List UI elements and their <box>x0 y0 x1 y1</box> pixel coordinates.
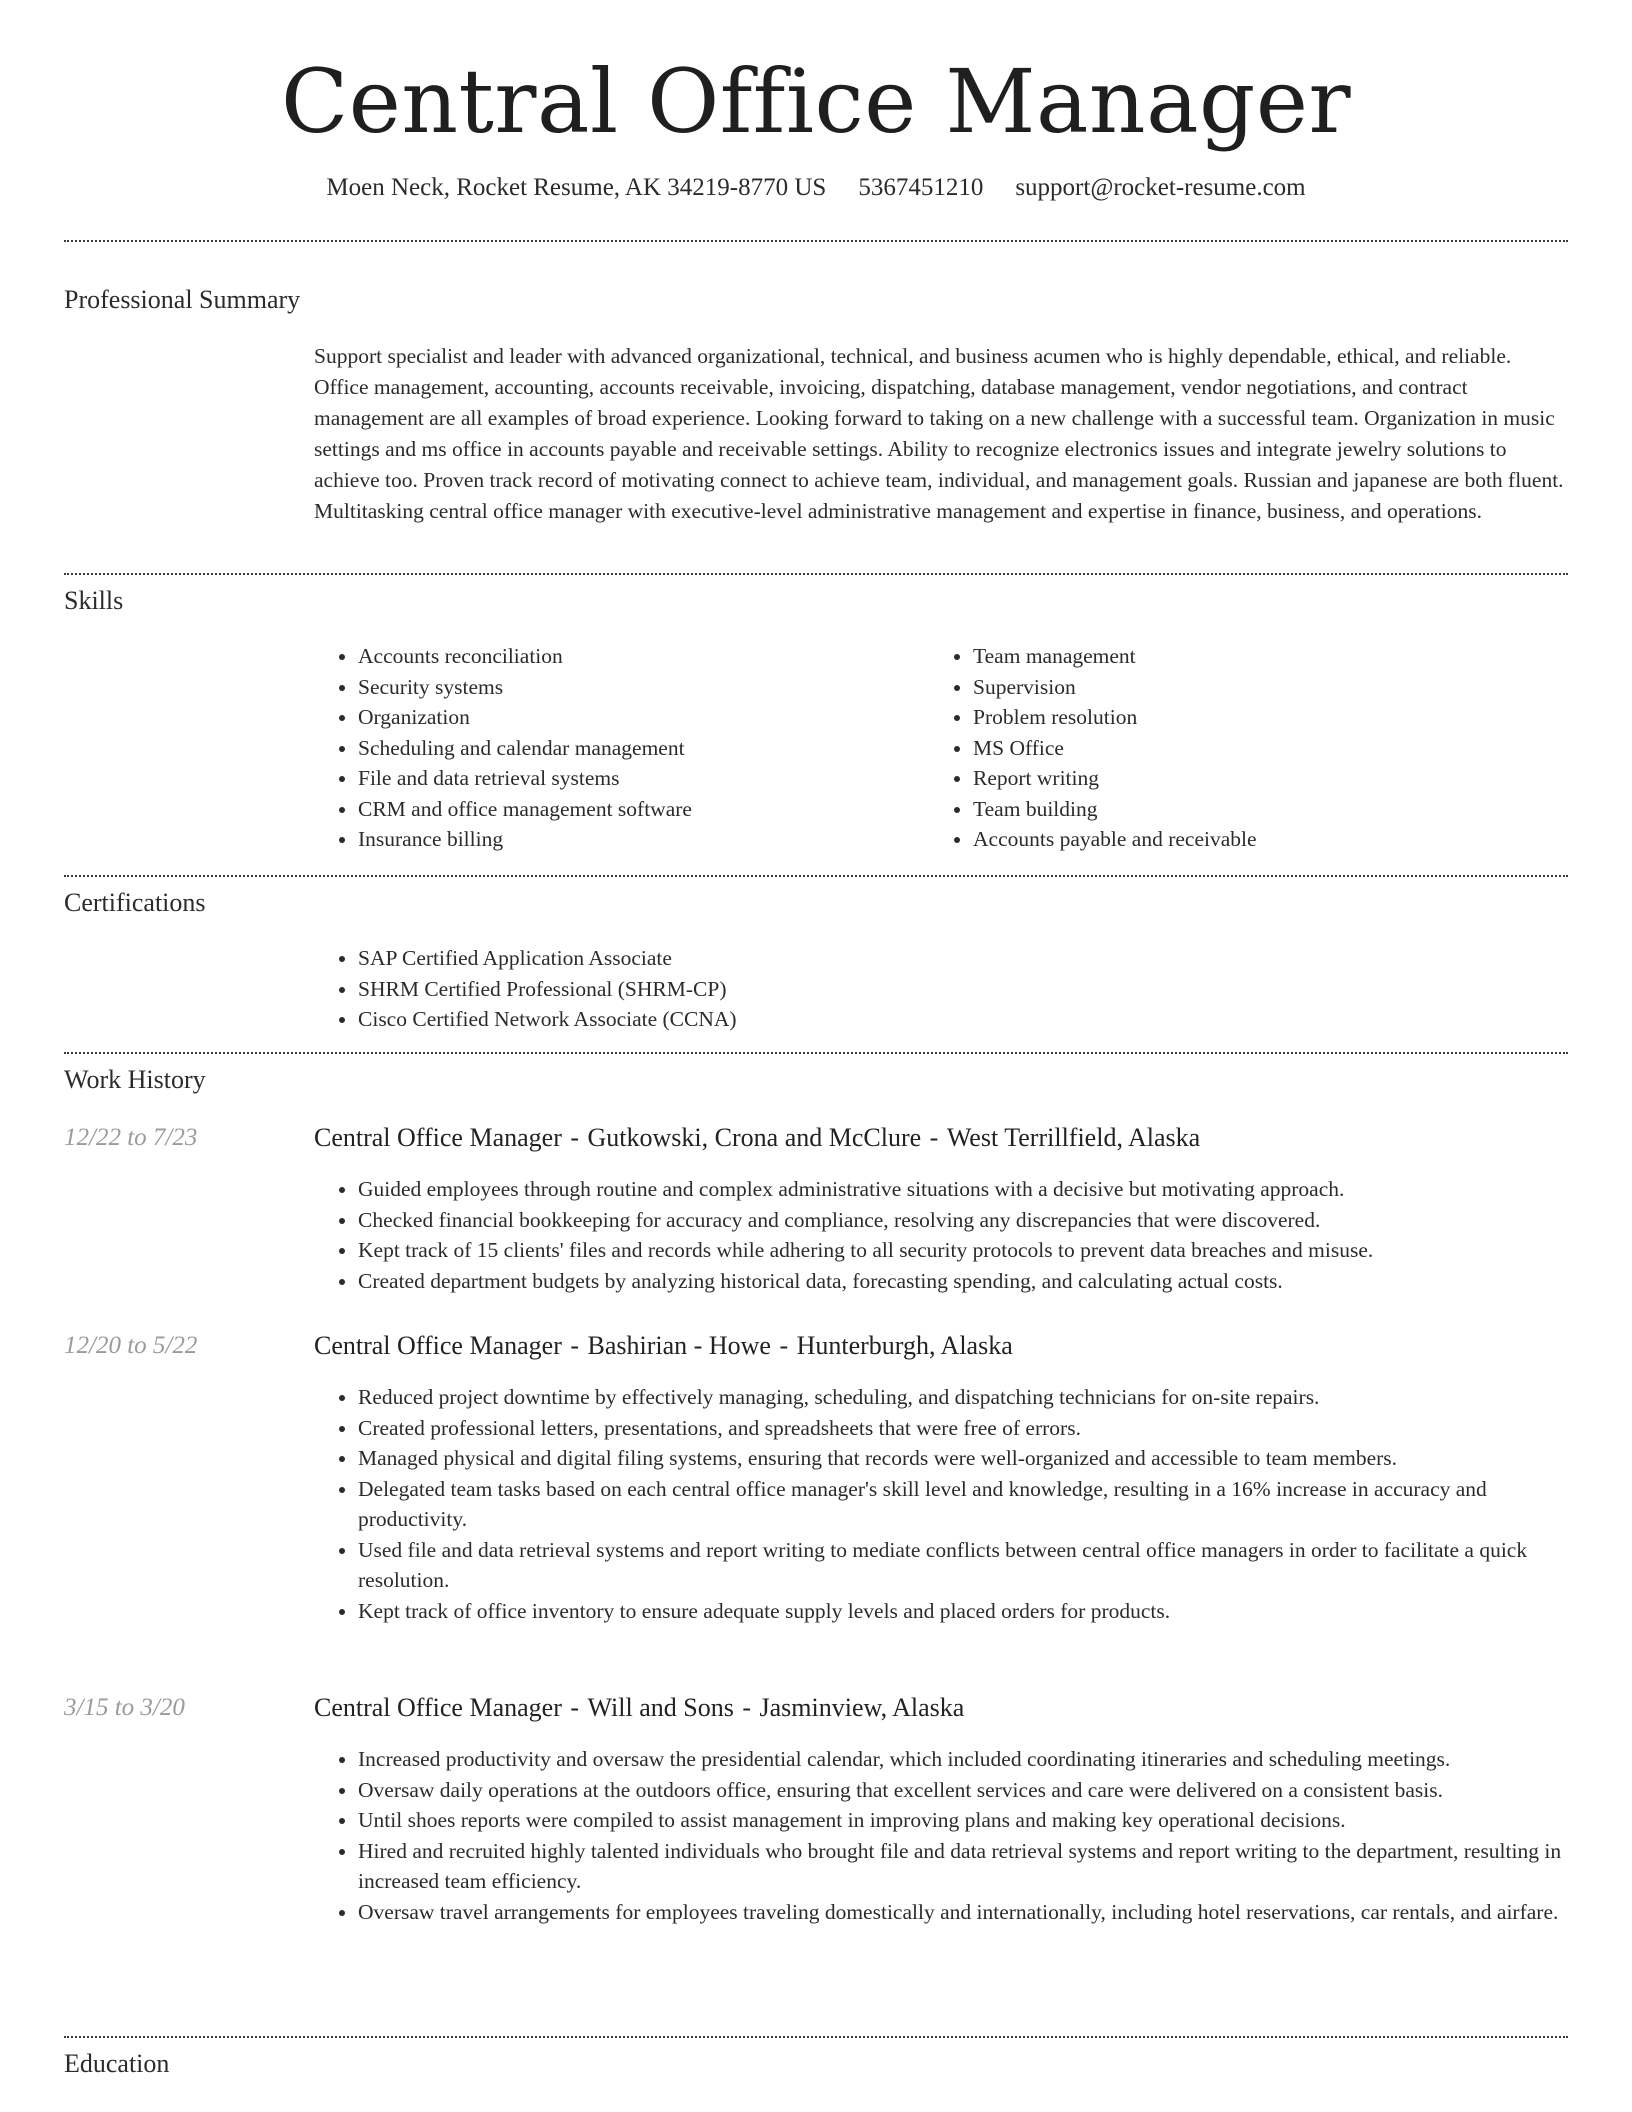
section-title-summary: Professional Summary <box>64 285 301 314</box>
section-title-skills: Skills <box>64 586 124 615</box>
skills-list-left <box>314 641 918 855</box>
skill-item: • Scheduling and calendar management <box>358 733 918 764</box>
divider <box>64 573 1568 575</box>
section-title-work-history: Work History <box>64 1065 206 1094</box>
skill-item: • Insurance billing <box>358 824 918 855</box>
job-title: Central Office Manager <box>314 1331 562 1360</box>
skill-item: • Organization <box>358 702 918 733</box>
skill-item: • Team building <box>973 794 1533 825</box>
certification-item: • SHRM Certified Professional (SHRM-CP) <box>358 974 1558 1005</box>
job-bullets <box>314 1744 1570 1927</box>
contact-phone: 5367451210 <box>858 174 984 201</box>
skill-item: • Problem resolution <box>973 702 1533 733</box>
job-dates: 3/15 to 3/20 <box>64 1694 185 1721</box>
job-bullets <box>314 1382 1570 1626</box>
certification-item: • Cisco Certified Network Associate (CCNA) <box>358 1004 1558 1035</box>
skill-item: • Accounts reconciliation <box>358 641 918 672</box>
job-title: Central Office Manager <box>314 1123 562 1152</box>
divider <box>64 240 1568 242</box>
skill-item: • File and data retrieval systems <box>358 763 918 794</box>
certification-item: • SAP Certified Application Associate <box>358 943 1558 974</box>
job-bullet: • Managed physical and digital filing systems, ensuring that records were well-organized and accessible to team members. <box>358 1443 1570 1474</box>
skill-item: • Security systems <box>358 672 918 703</box>
job-heading: Central Office Manager - Will and Sons - Jasminview, Alaska <box>314 1693 965 1722</box>
skill-item: • Team management <box>973 641 1533 672</box>
job-bullet: • Reduced project downtime by effectively managing, scheduling, and dispatching technicians for on-site repairs. <box>358 1382 1570 1413</box>
contact-line <box>0 170 1632 206</box>
skill-item: • Accounts payable and receivable <box>973 824 1533 855</box>
certifications-list <box>314 943 1558 1035</box>
skill-item: • MS Office <box>973 733 1533 764</box>
job-bullet: • Delegated team tasks based on each central office manager's skill level and knowledge, resulting in a 16% increase in accuracy and productivity. <box>358 1474 1570 1535</box>
job-location: Hunterburgh, Alaska <box>796 1331 1013 1360</box>
job-bullet: • Until shoes reports were compiled to assist management in improving plans and making key operational decisions. <box>358 1805 1570 1836</box>
contact-address: Moen Neck, Rocket Resume, AK 34219-8770 US <box>326 174 827 201</box>
job-location: Jasminview, Alaska <box>759 1693 965 1722</box>
job-location: West Terrillfield, Alaska <box>946 1123 1201 1152</box>
divider <box>64 875 1568 877</box>
job-bullet: • Created department budgets by analyzing historical data, forecasting spending, and calculating actual costs. <box>358 1266 1570 1297</box>
job-bullet: • Used file and data retrieval systems and report writing to mediate conflicts between central office managers in order to facilitate a quick resolution. <box>358 1535 1570 1596</box>
skill-item: • CRM and office management software <box>358 794 918 825</box>
skills-list-right <box>929 641 1533 855</box>
candidate-name: Central Office Manager <box>280 50 1352 153</box>
skill-item: • Supervision <box>973 672 1533 703</box>
job-dates: 12/22 to 7/23 <box>64 1124 198 1151</box>
divider <box>64 2036 1568 2038</box>
job-heading: Central Office Manager - Bashirian - Howe - Hunterburgh, Alaska <box>314 1331 1013 1360</box>
job-dates: 12/20 to 5/22 <box>64 1332 198 1359</box>
divider <box>64 1052 1568 1054</box>
section-title-certifications: Certifications <box>64 888 206 917</box>
job-bullet: • Kept track of office inventory to ensure adequate supply levels and placed orders for products. <box>358 1596 1570 1627</box>
job-bullet: • Hired and recruited highly talented individuals who brought file and data retrieval systems and report writing to the department, resulting in increased team efficiency. <box>358 1836 1570 1897</box>
job-bullet: • Oversaw daily operations at the outdoors office, ensuring that excellent services and care were delivered on a consistent basis. <box>358 1775 1570 1806</box>
contact-email[interactable]: support@rocket-resume.com <box>1015 174 1306 201</box>
job-bullet: • Kept track of 15 clients' files and records while adhering to all security protocols to prevent data breaches and misuse. <box>358 1235 1570 1266</box>
job-bullet: • Increased productivity and oversaw the presidential calendar, which included coordinating itineraries and scheduling meetings. <box>358 1744 1570 1775</box>
section-title-education: Education <box>64 2049 170 2078</box>
job-heading: Central Office Manager - Gutkowski, Crona and McClure - West Terrillfield, Alaska <box>314 1123 1201 1152</box>
job-company: Bashirian - Howe <box>587 1331 771 1360</box>
summary-text: Support specialist and leader with advanced organizational, technical, and business acumen who is highly dependable, ethical, and reliable. Office management, accounting, accounts receivable, invoicing, dispatching, database management, vendor negotiations, and contract management are all examples of broad experience. Looking forward to taking on a new challenge with a successful team. Organization in music settings and ms office in accounts payable and receivable settings. Ability to recognize electronics issues and integrate jewelry solutions to achieve too. Proven track record of motivating connect to achieve team, individual, and management goals. Russian and japanese are both fluent. Multitasking central office manager with executive-level administrative management and expertise in finance, business, and operations. <box>314 344 1564 523</box>
job-company: Will and Sons <box>587 1693 734 1722</box>
job-bullet: • Guided employees through routine and complex administrative situations with a decisive but motivating approach. <box>358 1174 1570 1205</box>
job-bullet: • Created professional letters, presentations, and spreadsheets that were free of errors. <box>358 1413 1570 1444</box>
job-bullet: • Oversaw travel arrangements for employees traveling domestically and internationally, including hotel reservations, car rentals, and airfare. <box>358 1897 1570 1928</box>
skill-item: • Report writing <box>973 763 1533 794</box>
job-bullets <box>314 1174 1570 1296</box>
job-bullet: • Checked financial bookkeeping for accuracy and compliance, resolving any discrepancies that were discovered. <box>358 1205 1570 1236</box>
job-company: Gutkowski, Crona and McClure <box>587 1123 922 1152</box>
job-title: Central Office Manager <box>314 1693 562 1722</box>
